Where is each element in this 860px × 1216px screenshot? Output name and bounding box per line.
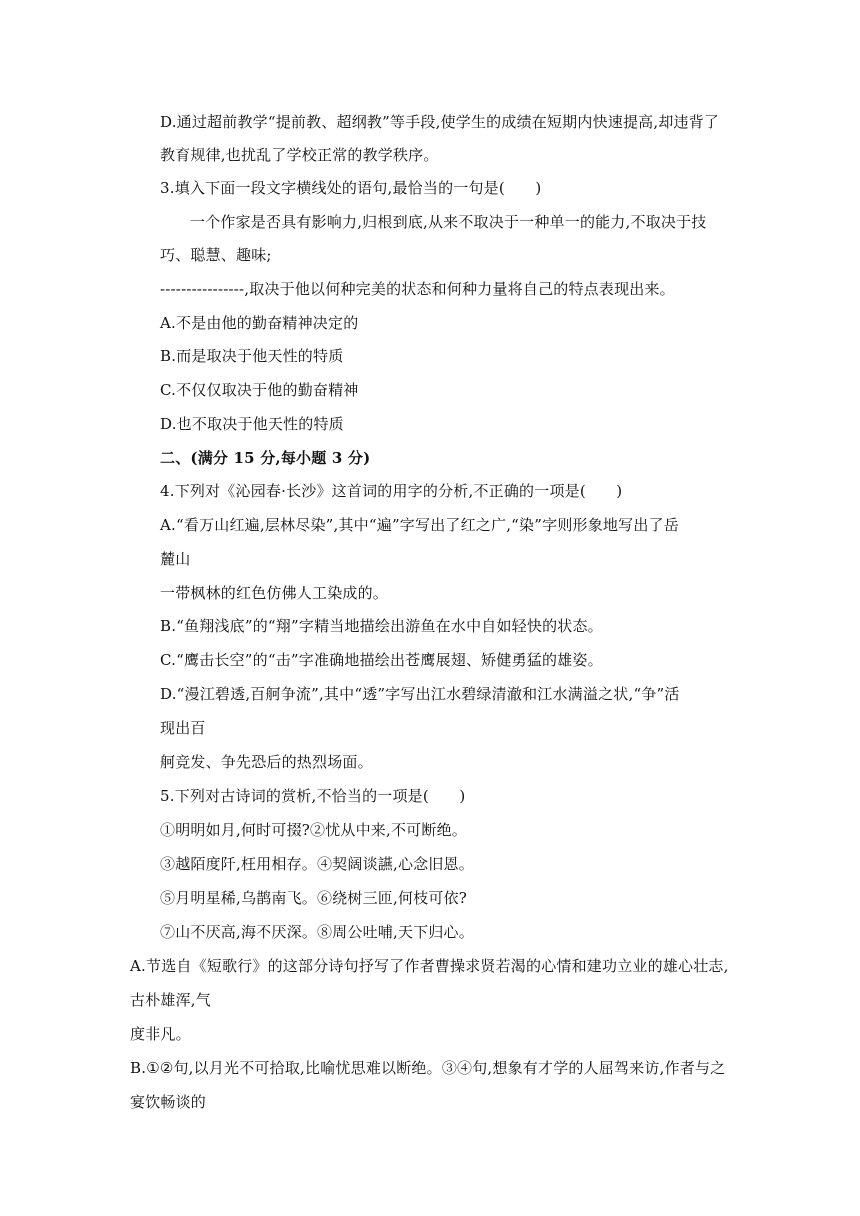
question-5-option-a-line-3: 度非凡。 xyxy=(130,1025,191,1043)
question-4-option-d-line-2: 现出百 xyxy=(160,719,206,737)
question-3-option-a: A.不是由他的勤奋精神决定的 xyxy=(160,314,359,332)
question-5-poem-line-4: ⑦山不厌高,海不厌深。⑧周公吐哺,天下归心。 xyxy=(160,923,474,941)
question-3-title: 3.填入下面一段文字横线处的语句,最恰当的一句是( ) xyxy=(160,179,542,197)
question-4-option-a-line-3: 一带枫林的红色仿佛人工染成的。 xyxy=(160,584,389,602)
question-3-passage-line-3: ----------------,取决于他以何种完美的状态和何种力量将自己的特点表现出来。 xyxy=(160,280,675,298)
question-4-option-d-line-1: D.“漫江碧透,百舸争流”,其中“透”字写出江水碧绿清澈和江水满溢之状,“争”活 xyxy=(160,685,680,703)
question-3-option-c: C.不仅仅取决于他的勤奋精神 xyxy=(160,381,359,399)
section-2-heading: 二、(满分 15 分,每小题 3 分) xyxy=(160,449,371,467)
question-4-option-b: B.“鱼翔浅底”的“翔”字精当地描绘出游鱼在水中自如轻快的状态。 xyxy=(160,617,603,635)
question-5-poem-line-3: ⑤月明星稀,乌鹊南飞。⑥绕树三匝,何枝可依? xyxy=(160,889,467,907)
question-5-option-b-line-1: B.①②句,以月光不可拾取,比喻忧思难以断绝。③④句,想象有才学的人屈驾来访,作者与之 xyxy=(130,1059,726,1077)
question-4-option-a-line-1: A.“看万山红遍,层林尽染”,其中“遍”字写出了红之广,“染”字则形象地写出了岳 xyxy=(160,516,679,534)
question-5-option-a-line-1: A.节选自《短歌行》的这部分诗句抒写了作者曹操求贤若渴的心情和建功立业的雄心壮志, xyxy=(130,957,729,975)
question-4-title: 4.下列对《沁园春·长沙》这首词的用字的分析,不正确的一项是( ) xyxy=(160,482,623,500)
question-3-option-b: B.而是取决于他天性的特质 xyxy=(160,347,344,365)
question-4-option-d-line-3: 舸竞发、争先恐后的热烈场面。 xyxy=(160,753,373,771)
question-3-option-d: D.也不取决于他天性的特质 xyxy=(160,415,344,433)
question-4-option-a-line-2: 麓山 xyxy=(160,550,191,568)
question-4-option-c: C.“鹰击长空”的“击”字准确地描绘出苍鹰展翅、矫健勇猛的雄姿。 xyxy=(160,651,603,669)
option-d-line-1: D.通过超前教学“提前教、超纲教”等手段,使学生的成绩在短期内快速提高,却违背了 xyxy=(160,113,720,131)
option-d-line-2: 教育规律,也扰乱了学校正常的教学秩序。 xyxy=(160,146,439,164)
question-5-option-a-line-2: 古朴雄浑,气 xyxy=(130,991,211,1009)
question-3-passage-line-2: 巧、聪慧、趣味; xyxy=(160,246,272,264)
question-3-passage-line-1: 一个作家是否具有影响力,归根到底,从来不取决于一种单一的能力,不取决于技 xyxy=(190,213,707,231)
question-5-poem-line-2: ③越陌度阡,枉用相存。④契阔谈讌,心念旧恩。 xyxy=(160,855,474,873)
question-5-option-b-line-2: 宴饮畅谈的 xyxy=(130,1093,207,1111)
question-5-poem-line-1: ①明明如月,何时可掇?②忧从中来,不可断绝。 xyxy=(160,821,467,839)
question-5-title: 5.下列对古诗词的赏析,不恰当的一项是( ) xyxy=(160,787,466,805)
